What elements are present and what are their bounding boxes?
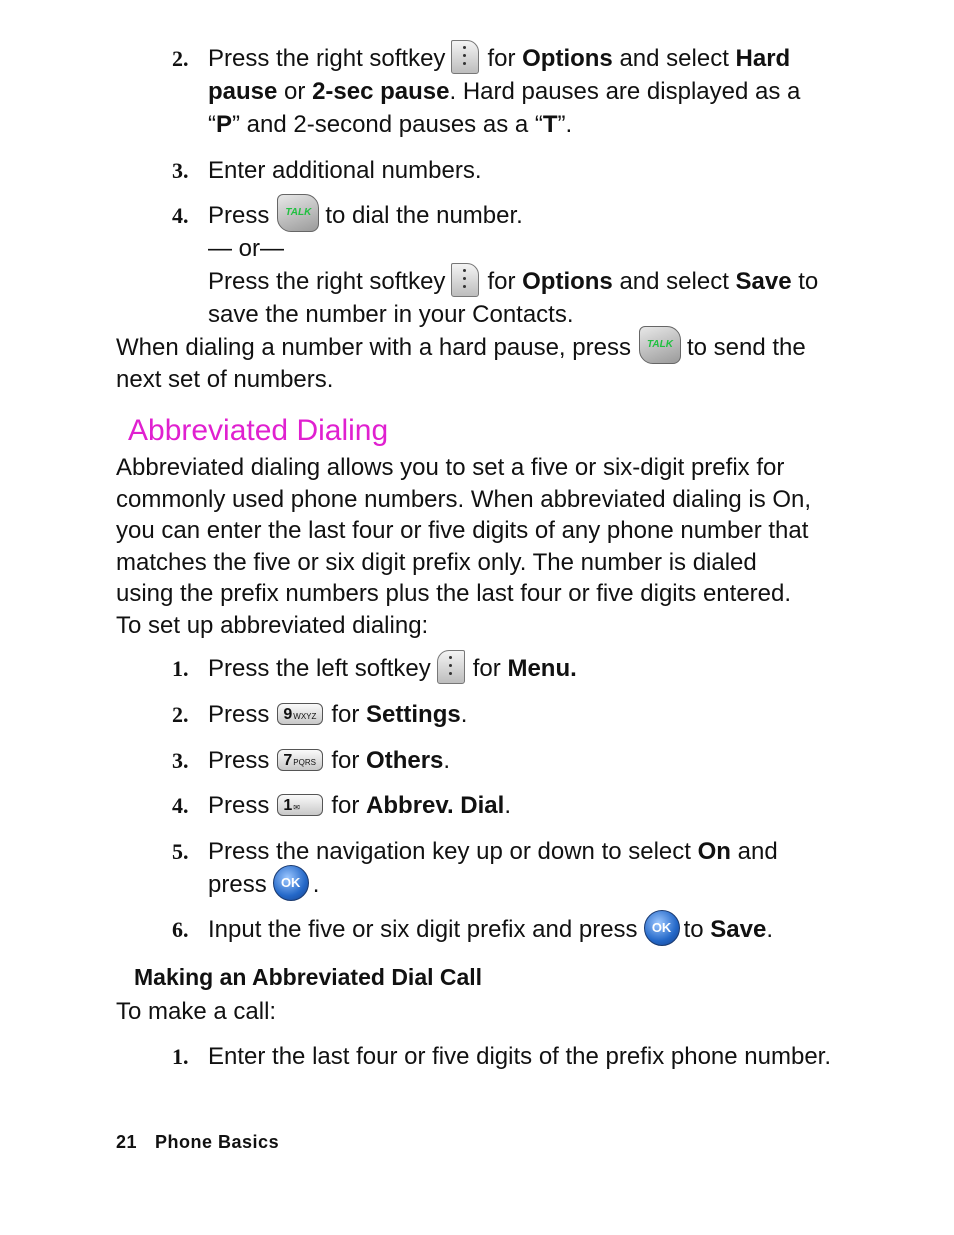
or-separator: — or— bbox=[208, 235, 285, 262]
step-text: Press the left softkey for Menu. bbox=[208, 652, 822, 685]
right-softkey-icon bbox=[451, 40, 479, 74]
key-9-icon: 9WXYZ bbox=[277, 703, 323, 725]
step-number: 2. bbox=[172, 702, 189, 727]
step-number: 2. bbox=[172, 46, 189, 71]
step-number: 4. bbox=[172, 203, 189, 228]
step-text: Enter additional numbers. bbox=[208, 157, 482, 184]
step-4-dial bbox=[172, 199, 822, 331]
right-softkey-icon bbox=[451, 263, 479, 297]
step-text: Input the five or six digit prefix and press OK to Save. bbox=[208, 913, 822, 946]
setup-lead: To set up abbreviated dialing: bbox=[116, 612, 429, 639]
intro-paragraph: Abbreviated dialing allows you to set a five or six-digit prefix for commonly used phone numbers. When abbreviated dialing is On, you can enter the last four or five digits of any phone number that matches the five or six digit prefix only. The number is dialed using the prefix numbers plus the last four or five digits entered. bbox=[116, 454, 812, 607]
step-number: 5. bbox=[172, 839, 189, 864]
step-text: Press 7PQRS for Others. bbox=[208, 747, 451, 774]
step-text: Press 1✉ for Abbrev. Dial. bbox=[208, 792, 511, 819]
page-footer bbox=[116, 1132, 279, 1153]
setup-step-6 bbox=[172, 913, 822, 946]
call-step-1 bbox=[172, 1040, 872, 1073]
call-lead: To make a call: bbox=[116, 998, 277, 1025]
ok-key-icon: OK bbox=[273, 865, 309, 901]
step-text: Press 9WXYZ for Settings. bbox=[208, 701, 468, 728]
step-number: 1. bbox=[172, 656, 189, 681]
subsection-title: Making an Abbreviated Dial Call bbox=[134, 964, 483, 990]
setup-step-2 bbox=[172, 698, 822, 731]
key-7-icon: 7PQRS bbox=[277, 749, 323, 771]
ok-key-icon: OK bbox=[644, 910, 680, 946]
step-3-additional bbox=[172, 154, 822, 187]
setup-step-4 bbox=[172, 789, 822, 822]
setup-step-1 bbox=[172, 652, 822, 685]
setup-step-3 bbox=[172, 744, 822, 777]
step-2-pause bbox=[172, 42, 822, 141]
talk-key-icon: TALK bbox=[639, 326, 681, 364]
step-number: 1. bbox=[172, 1044, 189, 1069]
key-1-icon: 1✉ bbox=[277, 794, 323, 816]
step-text: Press the navigation key up or down to select On and press OK . bbox=[208, 835, 822, 901]
page-number: 21 bbox=[116, 1132, 138, 1152]
step-text: Press TALK to dial the number. — or— Press the right softkey for Options and select Save to save the number in your Contacts. bbox=[208, 199, 822, 331]
setup-step-5 bbox=[172, 835, 822, 901]
step-number: 6. bbox=[172, 917, 189, 942]
chapter-title: Phone Basics bbox=[155, 1132, 280, 1152]
step-number: 3. bbox=[172, 748, 189, 773]
step-number: 3. bbox=[172, 158, 189, 183]
left-softkey-icon bbox=[437, 650, 465, 684]
step-text: Enter the last four or five digits of the prefix phone number. bbox=[208, 1043, 832, 1070]
step-number: 4. bbox=[172, 793, 189, 818]
pause-note: When dialing a number with a hard pause, press TALK to send the next set of numbers. bbox=[116, 332, 816, 395]
section-title: Abbreviated Dialing bbox=[128, 414, 389, 447]
step-text: Press the right softkey for Options and select Hard pause or 2-sec pause. Hard pauses are displayed as a “P” and 2-second pauses as a “T”. bbox=[208, 42, 822, 141]
talk-key-icon: TALK bbox=[277, 194, 319, 232]
